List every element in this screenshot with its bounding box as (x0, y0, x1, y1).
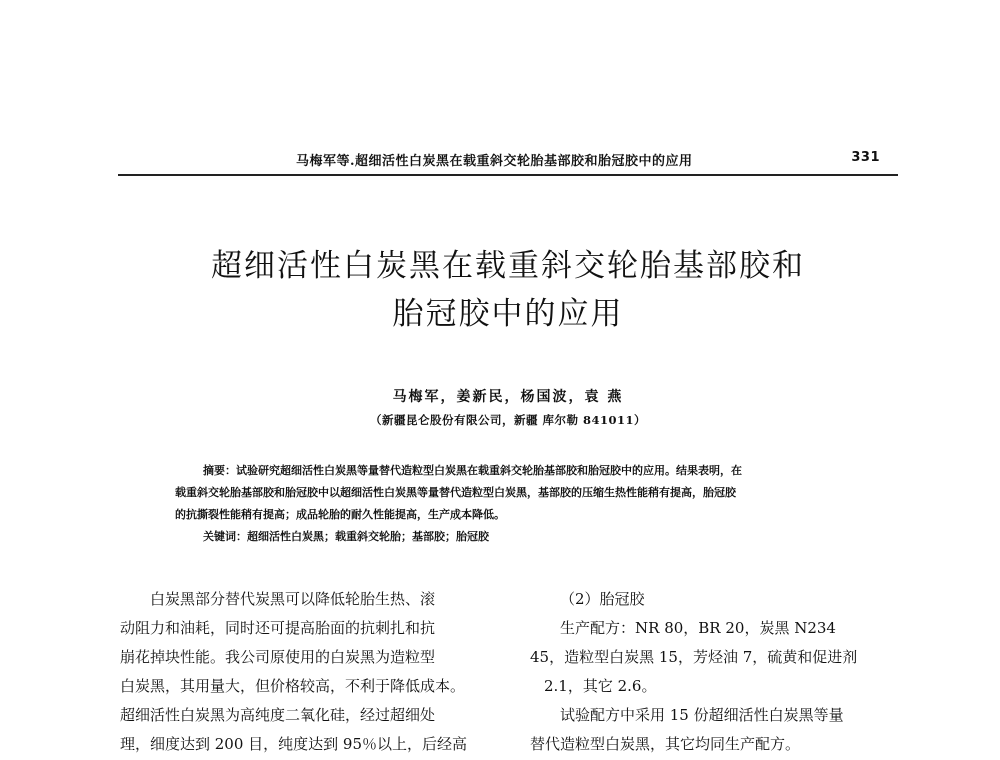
right-line-3: 45，造粒型白炭黑 15，芳烃油 7，硫黄和促进剂 (530, 648, 858, 666)
right-line-4: 2.1，其它 2.6。 (544, 677, 657, 695)
right-line-5: 试验配方中采用 15 份超细活性白炭黑等量 (560, 706, 844, 724)
right-line-2: 生产配方：NR 80，BR 20，炭黑 N234 (560, 619, 836, 637)
abstract-line-1: 摘要：试验研究超细活性白炭黑等量替代造粒型白炭黑在载重斜交轮胎基部胶和胎冠胶中的应用。结果表明，在 (203, 464, 742, 477)
paper-title-line-2: 胎冠胶中的应用 (392, 296, 624, 332)
abstract (175, 460, 847, 548)
body-right-column (530, 585, 900, 759)
paper-title-line-1: 超细活性白炭黑在载重斜交轮胎基部胶和 (211, 248, 805, 284)
affiliation: （新疆昆仑股份有限公司，新疆 库尔勒 841011） (369, 413, 646, 427)
running-header (118, 148, 898, 170)
left-line-6: 理，细度达到 200 目，纯度达到 95％以上，后经高 (120, 735, 468, 753)
abstract-line-3: 的抗撕裂性能稍有提高；成品轮胎的耐久性能提高，生产成本降低。 (175, 508, 505, 521)
running-header-title: 马梅军等.超细活性白炭黑在载重斜交轮胎基部胶和胎冠胶中的应用 (296, 154, 693, 169)
paper-title (118, 242, 898, 338)
left-line-1: 白炭黑部分替代炭黑可以降低轮胎生热、滚 (150, 590, 436, 608)
keywords: 关键词：超细活性白炭黑；载重斜交轮胎；基部胶；胎冠胶 (203, 530, 489, 543)
right-line-6: 替代造粒型白炭黑，其它均同生产配方。 (530, 735, 801, 753)
page-number: 331 (851, 150, 880, 165)
left-line-5: 超细活性白炭黑为高纯度二氧化硅，经过超细处 (120, 706, 436, 724)
left-line-2: 动阻力和油耗，同时还可提高胎面的抗刺扎和抗 (120, 619, 436, 637)
header-rule (118, 174, 898, 176)
left-line-3: 崩花掉块性能。我公司原使用的白炭黑为造粒型 (120, 648, 436, 666)
left-line-4: 白炭黑，其用量大，但价格较高，不利于降低成本。 (120, 677, 466, 695)
body-left-column (120, 585, 500, 759)
authors: 马梅军，姜新民，杨国波，袁 燕 (392, 389, 624, 405)
abstract-line-2: 载重斜交轮胎基部胶和胎冠胶中以超细活性白炭黑等量替代造粒型白炭黑，基部胶的压缩生热性能稍有提高，胎冠胶 (175, 486, 736, 499)
section-heading-tread: （2）胎冠胶 (560, 590, 645, 608)
